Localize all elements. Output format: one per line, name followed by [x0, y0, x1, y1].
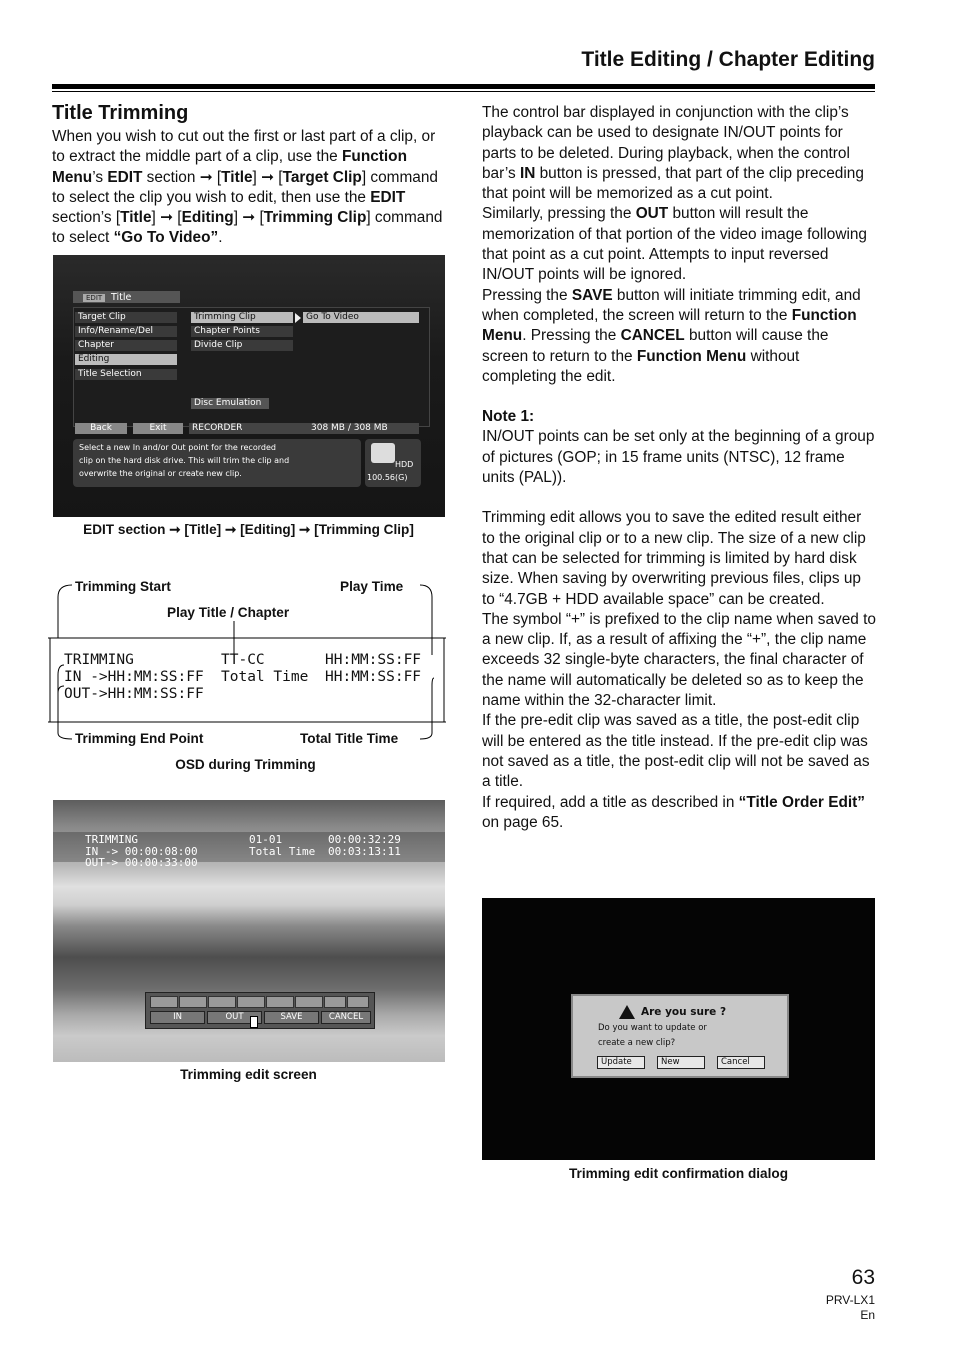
screen2-caption: Trimming edit screen	[180, 1067, 317, 1082]
hdd-size: 100.56(G)	[367, 473, 408, 482]
confirm-dialog	[571, 994, 789, 1078]
intro-paragraph: When you wish to cut out the first or last part of a clip, or to extract the middle part of a clip, use the Function Menu’s EDIT section ➞ [Title] ➞ [Target Clip] command to select the clip you wish to edit, then use the EDIT section’s [Title] ➞ [Editing] ➞ [Trimming Clip] command to select “Go To Video”.	[52, 128, 443, 247]
out-button[interactable]: OUT	[207, 1011, 262, 1024]
hand-cursor-icon	[250, 1016, 258, 1028]
osd-caption: OSD during Trimming	[175, 757, 316, 772]
right-column-text: The control bar displayed in conjunction with the clip’s playback can be used to designate IN/OUT points for parts to be deleted. During playback, when the control bar’s IN button is pressed, that part of the clip preceding that point will be memorized as a cut point. Similarly, pressing the OUT button will result the memorization of that portion of the video image following that point as a cut point. Attempts to input reversed IN/OUT points will be ignored. Pressing the SAVE button will initiate trimming edit, and when completed, the screen will return to the Function Menu. Pressing the CANCEL button will cause the screen to return to the Function Menu without completing the edit. Note 1: IN/OUT points can be set only at the beginning of a group of pictures (GOP; in 15 frame units (NTSC), 12 frame units (PAL)). Trimming edit allows you to save the edited result either to the original clip or to a new clip. The size of a new clip that can be selected for trimming is limited by hard disk size. When saving by overwriting previous files, clips up to “4.7GB + HDD available space” can be created. The symbol “+” is prefixed to the clip name when saved to a new clip. If, as a result of affixing the “+”, the clip name exceeds 32 single-byte characters, the final character of the name will automatically be deleted so as to keep the name within the 32-character limit. If the pre-edit clip was saved as a title, the post-edit clip will be entered as the title instead. If the pre-edit clip was not saved as a title, the post-edit clip will not be saved as a title. If required, add a title as described in “Title Order Edit” on page 65.	[482, 104, 876, 831]
skip-back-button[interactable]	[150, 996, 178, 1008]
page-header-title: Title Editing / Chapter Editing	[581, 48, 875, 71]
language-code: En	[860, 1308, 875, 1322]
skip-forward-button[interactable]	[347, 996, 369, 1008]
recorder-status: RECORDER	[189, 423, 419, 434]
new-button[interactable]: New	[657, 1056, 705, 1069]
osd-in-value: IN -> 00:00:08:00	[85, 845, 198, 858]
dialog-line-2: create a new clip?	[598, 1038, 676, 1048]
osd-play-time-value: 00:00:32:29	[328, 833, 401, 846]
screen1-caption: EDIT section ➞ [Title] ➞ [Editing] ➞ [Trimming Clip]	[83, 522, 414, 537]
menu-chapter[interactable]: Chapter	[75, 340, 177, 351]
dialog-cancel-button[interactable]: Cancel	[717, 1056, 765, 1069]
edit-tab: EDIT	[83, 294, 105, 302]
section-heading: Title Trimming	[52, 102, 189, 124]
osd-chapter: 01-01	[249, 833, 283, 846]
osd-out-point: OUT->HH:MM:SS:FF	[64, 686, 204, 702]
header-rule-thin	[52, 91, 875, 92]
capacity-readout: 308 MB / 308 MB	[311, 423, 388, 433]
header-rule	[52, 84, 875, 89]
osd-trimming-text: TRIMMING	[64, 652, 134, 668]
menu-title-selection[interactable]: Title Selection	[75, 369, 177, 380]
osd-play-time: HH:MM:SS:FF	[325, 652, 422, 668]
hdd-icon	[371, 443, 395, 463]
osd-total-time: HH:MM:SS:FF	[325, 669, 422, 685]
play-time-label: Play Time	[340, 579, 404, 594]
osd-tt-cc: TT-CC	[221, 652, 265, 668]
menu-trimming-clip[interactable]: Trimming Clip	[191, 312, 293, 323]
exit-button[interactable]: Exit	[133, 423, 183, 434]
menu-go-to-video[interactable]: Go To Video	[303, 312, 419, 323]
trimming-end-label: Trimming End Point	[75, 731, 204, 746]
osd-total-time-label: Total Time	[221, 669, 309, 685]
menu-divide-clip[interactable]: Divide Clip	[191, 340, 293, 351]
save-button[interactable]: SAVE	[264, 1011, 319, 1024]
play-title-chapter-label: Play Title / Chapter	[167, 605, 290, 620]
update-button[interactable]: Update	[597, 1056, 645, 1069]
in-button[interactable]: IN	[150, 1011, 205, 1024]
back-button[interactable]: Back	[75, 423, 127, 434]
note-heading: Note 1:	[482, 408, 535, 426]
step-forward-button[interactable]	[295, 996, 323, 1008]
help-line-1: Select a new In and/or Out point for the recorded	[79, 443, 276, 452]
cursor-icon	[295, 313, 301, 323]
dialog-title: Are you sure ?	[641, 1006, 727, 1018]
dialog-line-1: Do you want to update or	[598, 1023, 707, 1033]
confirmation-dialog-screenshot	[482, 898, 875, 1160]
menu-editing[interactable]: Editing	[75, 354, 177, 365]
disc-emulation-button[interactable]: Disc Emulation	[191, 398, 269, 409]
total-title-time-label: Total Title Time	[300, 731, 399, 746]
fast-forward-button[interactable]	[324, 996, 346, 1008]
osd-diagram	[48, 575, 448, 775]
menu-info-rename[interactable]: Info/Rename/Del	[75, 326, 177, 337]
hdd-label: HDD	[395, 460, 414, 469]
pause-button[interactable]	[266, 996, 294, 1008]
play-button[interactable]	[237, 996, 265, 1008]
menu-target-clip[interactable]: Target Clip	[75, 312, 177, 323]
warning-icon	[619, 1005, 635, 1019]
model-name: PRV-LX1	[825, 1293, 875, 1307]
cancel-button[interactable]: CANCEL	[321, 1011, 371, 1024]
osd-in-point: IN ->HH:MM:SS:FF	[64, 669, 204, 685]
rewind-button[interactable]	[179, 996, 207, 1008]
edit-menu-screenshot	[53, 255, 445, 517]
step-back-button[interactable]	[208, 996, 236, 1008]
help-line-2: clip on the hard disk drive. This will trim the clip and	[79, 456, 290, 465]
trimming-edit-screenshot	[53, 800, 445, 1062]
title-tab: Title	[111, 292, 132, 303]
osd-out-value: OUT-> 00:00:33:00	[85, 856, 198, 869]
menu-chapter-points[interactable]: Chapter Points	[191, 326, 293, 337]
osd-total-time-text: Total Time	[249, 845, 316, 858]
page-number: 63	[851, 1266, 875, 1289]
osd-trimming: TRIMMING	[85, 833, 138, 846]
dialog-caption: Trimming edit confirmation dialog	[568, 1166, 789, 1181]
trimming-start-label: Trimming Start	[75, 579, 171, 594]
help-line-3: overwrite the original or create new clip.	[79, 469, 242, 478]
osd-total-time-value: 00:03:13:11	[328, 845, 401, 858]
